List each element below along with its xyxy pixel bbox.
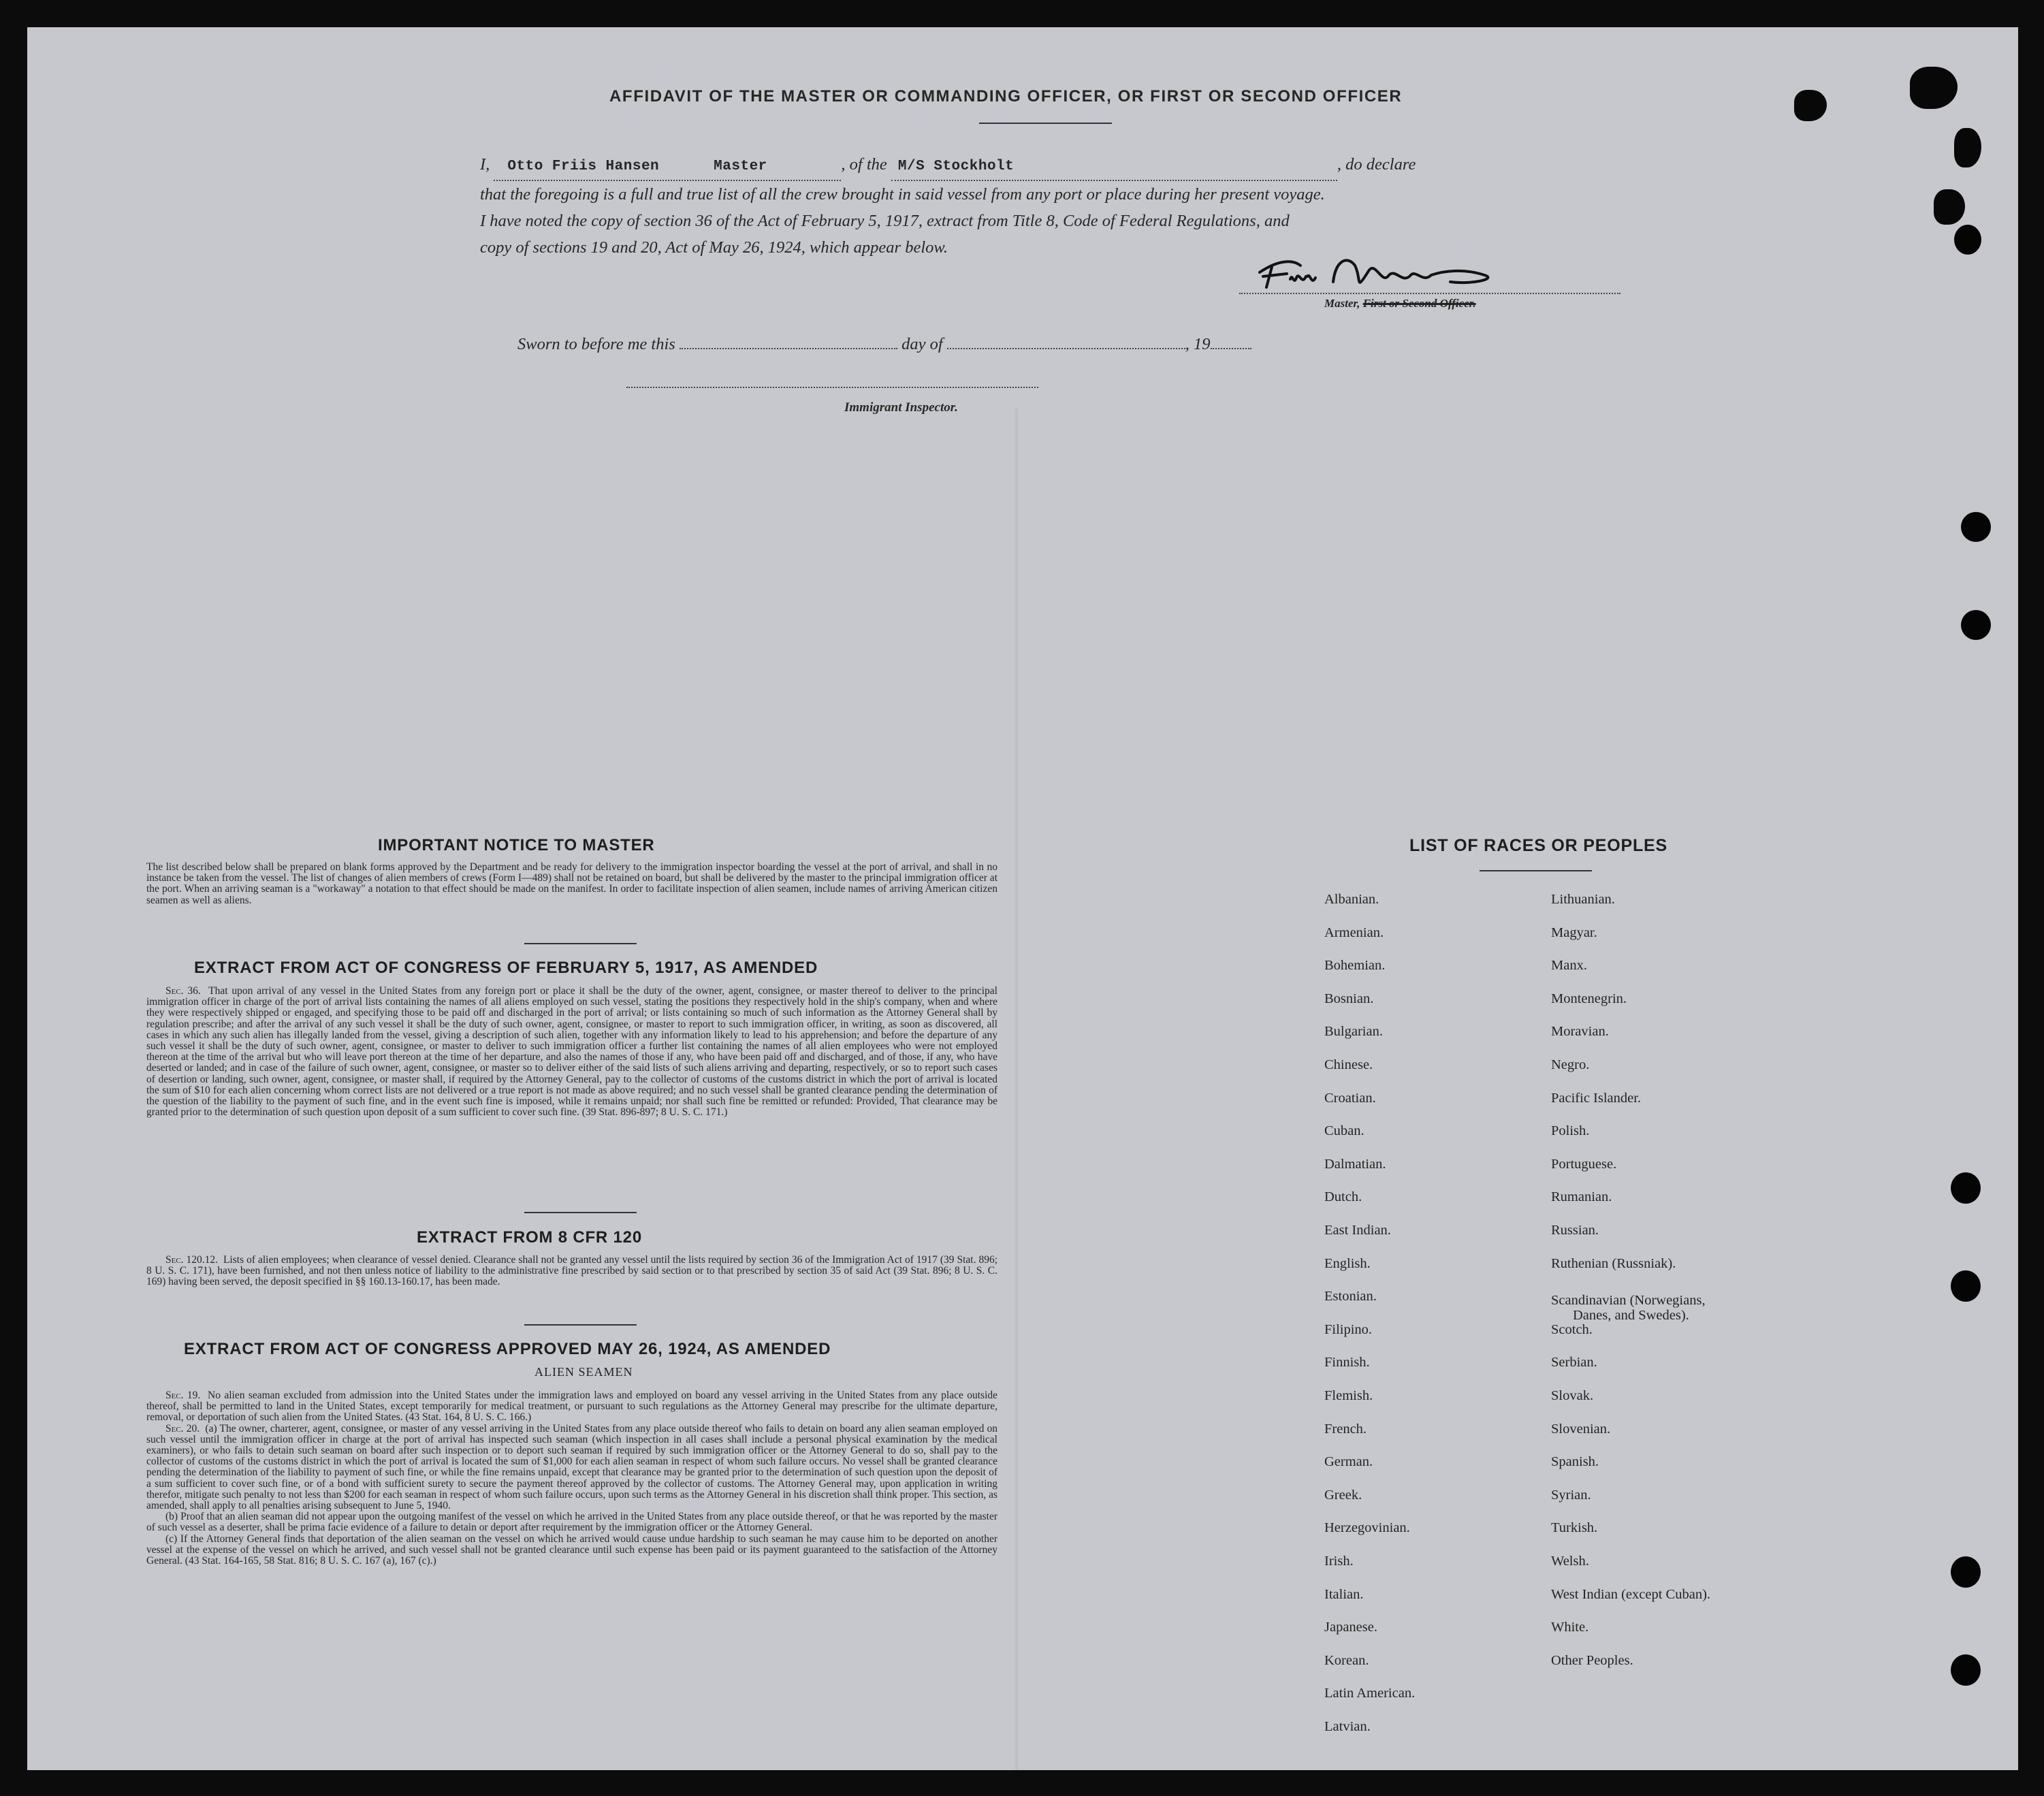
sworn-month-field	[947, 348, 1185, 349]
race-item: Flemish.	[1324, 1388, 1373, 1403]
race-item: Rumanian.	[1551, 1189, 1612, 1205]
extract-1917-title: EXTRACT FROM ACT OF CONGRESS OF FEBRUARY 5, 1917, AS AMENDED	[194, 959, 818, 977]
race-item: Japanese.	[1324, 1620, 1377, 1635]
race-item: Polish.	[1551, 1123, 1590, 1139]
race-item: Korean.	[1324, 1652, 1369, 1668]
document-page	[27, 27, 2018, 1770]
ink-blot	[1954, 128, 1981, 167]
race-item: Croatian.	[1324, 1090, 1376, 1106]
race-item: West Indian (except Cuban).	[1551, 1586, 1711, 1602]
punch-hole	[1951, 1654, 1981, 1686]
race-item: Albanian.	[1324, 892, 1379, 907]
race-item: German.	[1324, 1454, 1373, 1470]
race-item: Latin American.	[1324, 1686, 1416, 1701]
race-item: Serbian.	[1551, 1355, 1597, 1370]
race-item: Danes, and Swedes).	[1573, 1308, 1689, 1324]
race-item: Filipino.	[1324, 1321, 1373, 1337]
master-name: Otto Friis Hansen	[507, 159, 660, 174]
punch-hole	[1961, 512, 1991, 542]
affidavit-title: AFFIDAVIT OF THE MASTER OR COMMANDING OFFICER, OR FIRST OR SECOND OFFICER	[609, 87, 1403, 106]
sec-19: Sec. 19. No alien seaman excluded from admission into the United States under the immigration laws and employed on board any vessel arriving in the United States from any place outside thereof, shall be permitted to land in the United States, except temporarily for medical treatment, or pursuant to such regulations as the Attorney General may prescribe for the ultimate departure, removal, or deportation of such alien from the United States. (43 Stat. 164, 8 U. S. C. 166.)	[146, 1390, 998, 1424]
notice-title: IMPORTANT NOTICE TO MASTER	[378, 836, 655, 854]
sec-20b: (b) Proof that an alien seaman did not appear upon the outgoing manifest of the vessel on which he arrived in the United States from any place outside thereof, or that he was reported by the master of such vessel as a deserter, shall be prima facie evidence of a failure to detain or deport after requirement by the immigration officer or the Attorney General.	[146, 1511, 997, 1534]
vessel-name: M/S Stockholt	[897, 159, 1015, 174]
master-rank: Master	[714, 159, 767, 174]
race-item: Bohemian.	[1324, 958, 1386, 974]
race-item: Slovenian.	[1551, 1421, 1611, 1437]
inspector-signature-line	[626, 387, 1038, 388]
signature-title: Master, First or Second Officer.	[1324, 297, 1476, 310]
extract-1917-text: Sec. 36. That upon arrival of any vessel in the United States from any foreign port or place it shall be the duty of the owner, agent, consignee, or master thereof to deliver to the principal immigration officer in charge of the port of arrival lists containing the names of all aliens employed on such vessel, stating the positions they respectively hold in the ship's company, when and where they were respectively shipped or engaged, and specifying those to be paid off and discharged in the port of arrival; or lists containing so much of such information as the Attorney General shall by regulation prescribe; and after the arrival of any such vessel it shall be the duty of such owner, agent, consignee, or master to report to such immigration officer, in writing, as soon as discovered, all cases in which any such alien has illegally landed from the vessel, giving a description of such alien, together with any information likely to lead to his apprehension; and before the departure of any such vessel it shall be the duty of such owner, agent, consignee, or master to deliver to such immigration officer a further list containing the names of all alien employees who were not employed thereon at the time of the arrival but who will leave port thereon at the time of her departure, and also the names of those if any, who have been paid off and discharged, and of those, if any, who have deserted or landed; and in case of the failure of such owner, agent, consignee, or master so to deliver either of the said lists of such aliens arriving and departing, respectively, or so to report such cases of desertion or landing, such owner, agent, consignee, or master shall, if required by the Attorney General, pay to the collector of customs of the customs district in which the port of arrival is located the sum of $10 for each alien concerning whom correct lists are not delivered or a true report is not made as above required; and no such vessel shall be granted clearance pending the determination of the question of the liability to the payment of such fine, and in the event such fine is imposed, while it remains unpaid; nor shall such fine be remitted or refunded: Provided, That clearance may be granted prior to the determination of such question upon deposit of a sum sufficient to cover such fine. (39 Stat. 896-897; 8 U. S. C. 171.)	[146, 985, 997, 1119]
punch-hole	[1951, 1172, 1981, 1204]
declaration-line-4: copy of sections 19 and 20, Act of May 26, 1924, which appear below.	[480, 238, 948, 257]
signature-line	[1239, 293, 1620, 294]
race-item: Negro.	[1551, 1057, 1590, 1072]
race-item: Scotch.	[1551, 1321, 1593, 1337]
race-item: Italian.	[1324, 1586, 1364, 1602]
struck-title: First or Second Officer.	[1362, 297, 1476, 310]
race-item: Latvian.	[1324, 1719, 1371, 1734]
declaration-line-3: I have noted the copy of section 36 of the Act of February 5, 1917, extract from Title 8, Code of Federal Regulations, and	[480, 212, 1290, 230]
race-item: Herzegovinian.	[1324, 1520, 1410, 1536]
sec-20a: Sec. 20. (a) The owner, charterer, agent, consignee, or master of any vessel arriving in the United States from any place outside thereof who fails to detain on board any alien seaman employed on such vessel until the immigration officer in charge at the port of arrival has inspected such seaman (which inspection in all cases shall include a personal physical examination by the medical examiners), or who fails to detain such seaman on board after such inspection or to deport such seaman if required by such immigration officer or the Attorney General to do so, shall pay to the collector of customs of the customs district in which the port of arrival is located the sum of $1,000 for each alien seaman in respect of whom such failure occurs. No vessel shall be granted clearance pending the determination of the liability to payment of such fine, or while the fine remains unpaid, except that clearance may be granted prior to the determination of such question upon the deposit of a sum sufficient to cover such fine, or of a bond with sufficient surety to secure the payment thereof approved by the collector of customs. The Attorney General may, upon application in writing therefor, mitigate such penalty to not less than $200 for each seaman in respect of whom such failure occurs, upon such terms as the Attorney General in his discretion shall think proper. This section, as amended, shall apply to all penalties arising subsequent to June 5, 1940.	[146, 1422, 998, 1512]
race-item: Irish.	[1324, 1554, 1354, 1569]
race-item: Welsh.	[1551, 1554, 1589, 1569]
race-item: Magyar.	[1551, 925, 1597, 940]
ink-blot	[1794, 90, 1827, 121]
punch-hole	[1961, 610, 1991, 640]
name-field	[494, 151, 841, 181]
alien-seamen-subtitle: ALIEN SEAMEN	[534, 1365, 633, 1379]
race-item: Syrian.	[1551, 1487, 1591, 1503]
race-item: Other Peoples.	[1551, 1652, 1633, 1668]
notice-text: The list described below shall be prepared on blank forms approved by the Department and be ready for delivery to the immigration inspector boarding the vessel at the port of arrival, and shall in no instance be taken from the vessel. The list of changes of alien members of crews (Form I—489) shall not be retained on board, but shall be delivered by the master to the principal immigration officer at the port. When an arriving seaman is a "workaway" a notation to that effect should be made on the manifest. In order to facilitate inspection of alien seamen, include names of arriving American citizen seamen as well as aliens.	[146, 861, 997, 906]
race-item: Dalmatian.	[1324, 1156, 1386, 1172]
race-item: Turkish.	[1551, 1520, 1598, 1536]
race-item: Pacific Islander.	[1551, 1090, 1642, 1106]
signature-area	[1212, 252, 1627, 327]
signature-stroke	[1260, 260, 1488, 287]
race-item: White.	[1551, 1620, 1589, 1635]
sec-20c: (c) If the Attorney General finds that deportation of the alien seaman on the vessel on which he arrived would cause undue hardship to such seaman he may cause him to be deported on another vessel at the expense of the vessel on which he arrived, and such vessel shall not be granted clearance until such expense has been paid or its payment guaranteed to the satisfaction of the Attorney General. (43 Stat. 164-165, 58 Stat. 816; 8 U. S. C. 167 (a), 167 (c).)	[146, 1533, 997, 1567]
ink-blot	[1934, 189, 1965, 225]
sworn-day-field	[680, 348, 897, 349]
race-item: Armenian.	[1324, 925, 1384, 940]
ink-blot	[1910, 67, 1958, 109]
race-item: Manx.	[1551, 958, 1587, 974]
page-fold	[1015, 408, 1019, 1770]
vessel-field	[891, 151, 1337, 181]
race-item: Greek.	[1324, 1487, 1362, 1503]
race-item: Bosnian.	[1324, 991, 1374, 1006]
race-item: Dutch.	[1324, 1189, 1362, 1205]
race-item: Montenegrin.	[1551, 991, 1627, 1006]
extract-8cfr-title: EXTRACT FROM 8 CFR 120	[417, 1228, 642, 1247]
punch-hole	[1954, 225, 1981, 255]
sworn-year-field	[1211, 348, 1251, 349]
race-item: East Indian.	[1324, 1223, 1391, 1238]
race-item: Scandinavian (Norwegians,	[1551, 1293, 1706, 1309]
punch-hole	[1951, 1270, 1981, 1302]
section-rule	[524, 1212, 637, 1213]
races-rule	[1480, 870, 1592, 871]
title-rule	[979, 123, 1112, 124]
race-item: Slovak.	[1551, 1388, 1594, 1403]
extract-1924-title: EXTRACT FROM ACT OF CONGRESS APPROVED MAY 26, 1924, AS AMENDED	[184, 1340, 831, 1358]
race-item: Cuban.	[1324, 1123, 1364, 1139]
declaration-line-1: I, Otto Friis Hansen Master , of the M/S Stockholt , do declare	[480, 151, 1627, 181]
sworn-line: Sworn to before me this day of , 19	[517, 335, 1251, 354]
race-item: Finnish.	[1324, 1355, 1370, 1370]
punch-hole	[1951, 1556, 1981, 1588]
race-item: English.	[1324, 1255, 1371, 1271]
race-item: Chinese.	[1324, 1057, 1373, 1072]
race-item: Portuguese.	[1551, 1156, 1617, 1172]
declaration-line-2: that the foregoing is a full and true list of all the crew brought in said vessel from any port or place during her present voyage.	[480, 185, 1325, 204]
race-item: Bulgarian.	[1324, 1024, 1383, 1040]
declaration	[480, 151, 1627, 261]
extract-1924-text	[146, 1390, 997, 1567]
races-title: LIST OF RACES OR PEOPLES	[1409, 836, 1667, 855]
race-item: Moravian.	[1551, 1024, 1609, 1040]
section-rule	[524, 1324, 637, 1326]
race-item: Spanish.	[1551, 1454, 1599, 1470]
race-item: Estonian.	[1324, 1289, 1377, 1304]
inspector-label: Immigrant Inspector.	[844, 400, 958, 415]
race-item: Russian.	[1551, 1223, 1599, 1238]
race-item: French.	[1324, 1421, 1367, 1437]
extract-8cfr-text: Sec. 120.12. Lists of alien employees; when clearance of vessel denied. Clearance shall not be granted any vessel until the lists required by section 36 of the Immigration Act of 1917 (39 Stat. 896; 8 U. S. C. 171), have been furnished, and not then unless notice of liability to the administrative fine prescribed by said section or to that prescribed by section 35 of said Act (39 Stat. 896; 8 U. S. C. 169) having been served, the deposit specified in §§ 160.13-160.17, has been made.	[146, 1254, 998, 1288]
section-rule	[524, 943, 637, 944]
race-item: Ruthenian (Russniak).	[1551, 1255, 1676, 1271]
race-item: Lithuanian.	[1551, 892, 1615, 907]
